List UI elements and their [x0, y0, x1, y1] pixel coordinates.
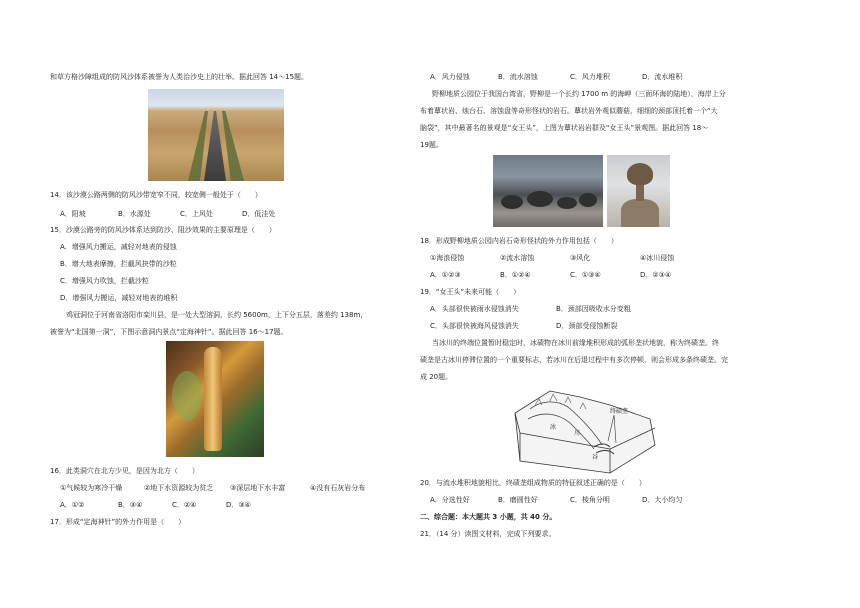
q14-option-d[interactable]: D．低洼处 — [242, 210, 276, 218]
q14-option-b[interactable]: B．水源处 — [118, 210, 151, 218]
yeliu-line-3: 脑袋”，其中最著名的景观是“女王头”，上图为蕈状岩岩群及“女王头”景观图。据此回答 18～ — [420, 124, 709, 132]
q18-statement-4: ④冰川侵蚀 — [640, 254, 675, 262]
q18-statement-1: ①海浪侵蚀 — [430, 254, 465, 262]
q15-option-a[interactable]: A．增强风力搬运，减轻对地表的侵蚀 — [60, 243, 177, 251]
q16-option-a[interactable]: A．①② — [60, 501, 85, 509]
q14-option-a[interactable]: A．阳坡 — [60, 210, 86, 218]
queens-head-photo — [607, 155, 670, 227]
q18-option-d[interactable]: D．②③④ — [640, 271, 672, 279]
question-19: 19．“女王头”未来可能（ ） — [420, 288, 521, 296]
q16-statement-1: ①气候较为寒冷干燥 — [60, 484, 123, 492]
mushroom-rocks-photo — [493, 155, 603, 227]
q20-option-a[interactable]: A．分选性好 — [430, 496, 470, 504]
cave-stalagmite-photo — [166, 341, 264, 457]
ice-label: 冰 — [550, 424, 557, 431]
q20-option-b[interactable]: B．磨圆性好 — [498, 496, 538, 504]
yeliu-line-2: 布着蕈状岩、烛台石、溶蚀盘等奇形怪状的岩石。蕈状岩外观似蘑菇，细细的颈部顶托着一个“大 — [420, 107, 718, 115]
q19-option-b[interactable]: B．颈部因吸收水分变粗 — [556, 305, 631, 313]
valley-label: 谷 — [592, 454, 599, 461]
section-2-heading: 二、综合题：本大题共 3 小题，共 40 分。 — [420, 513, 557, 521]
cave-intro-line-2: 被誉为“北国第一洞”，下图示意洞内景点“定海神针”。据此回答 16～17题。 — [50, 328, 288, 336]
q16-option-d[interactable]: D．③④ — [226, 501, 251, 509]
q18-option-a[interactable]: A．①②③ — [430, 271, 461, 279]
q19-option-d[interactable]: D．颈部受侵蚀断裂 — [556, 322, 618, 330]
q18-option-c[interactable]: C．①③④ — [570, 271, 601, 279]
glacier-line-1: 当冰川的终端位置暂时稳定时，冰碛物在冰川前缘堆积形成的弧形垄状地貌，称为终碛垄。终 — [432, 339, 719, 347]
glacier-line-3: 成 20题。 — [420, 373, 453, 381]
q17-option-b[interactable]: B．流水溶蚀 — [498, 73, 538, 81]
q17-option-a[interactable]: A．风力侵蚀 — [430, 73, 470, 81]
q18-statement-2: ②流水溶蚀 — [500, 254, 535, 262]
glacier-line-2: 碛垄是古冰川停滞位置的一个重要标志，若冰川在后退过程中有多次停顿，则会形成多条终碛垄。完 — [420, 356, 728, 364]
question-16: 16．此类洞穴在北方少见，是因为北方（ ） — [50, 467, 199, 475]
q17-option-c[interactable]: C．风力堆积 — [570, 73, 610, 81]
question-21: 21．（14 分）读图文材料，完成下列要求。 — [420, 530, 556, 538]
q15-option-d[interactable]: D．增强风力搬运，减轻对地表的堆积 — [60, 294, 178, 302]
question-20: 20．与流水堆积地貌相比，终碛垄组成物质的特征叙述正确的是（ ） — [420, 479, 646, 487]
q19-option-c[interactable]: C．头部很快被海风侵蚀消失 — [430, 322, 519, 330]
q16-statement-2: ②地下水资源较为贫乏 — [144, 484, 214, 492]
intro-line: 和草方格沙障组成的防风沙体系被誉为人类治沙史上的壮举。据此回答 14～15题。 — [50, 73, 309, 81]
desert-road-photo — [148, 89, 284, 181]
yeliu-line-4: 19题。 — [420, 141, 443, 149]
yeliu-line-1: 野柳地质公园位于我国台湾省，野柳是一个长约 1700 m 的海岬（三面环海的陆地），海岸上分 — [432, 90, 726, 98]
q18-option-b[interactable]: B．①②④ — [500, 271, 531, 279]
q16-option-b[interactable]: B．③④ — [118, 501, 143, 509]
question-15: 15．沙漠公路旁的防风沙体系达到防沙、阻沙效果的主要原理是（ ） — [50, 226, 276, 234]
q14-option-c[interactable]: C．上风处 — [180, 210, 213, 218]
question-18: 18．形成野柳地质公园内岩石奇形怪状的外力作用包括（ ） — [420, 237, 618, 245]
question-17: 17．形成“定海神针”的外力作用是（ ） — [50, 518, 186, 526]
q15-option-c[interactable]: C．增强风力吹蚀，拦截沙粒 — [60, 277, 149, 285]
moraine-label: 终碛垄 — [610, 408, 629, 415]
q16-statement-3: ③深层地下水丰富 — [230, 484, 286, 492]
q20-option-c[interactable]: C．棱角分明 — [570, 496, 610, 504]
q18-statement-3: ③风化 — [570, 254, 591, 262]
q19-option-a[interactable]: A．头部很快被雨水侵蚀消失 — [430, 305, 519, 313]
q20-option-d[interactable]: D．大小均匀 — [642, 496, 683, 504]
q17-option-d[interactable]: D．流水堆积 — [642, 73, 683, 81]
river-label: 川 — [574, 430, 581, 437]
q16-statement-4: ④没有石灰岩分布 — [310, 484, 366, 492]
question-14: 14．该沙漠公路两侧的防风沙带宽窄不同，较宽侧一般处于（ ） — [50, 191, 262, 199]
q16-option-c[interactable]: C．②④ — [172, 501, 197, 509]
q15-option-b[interactable]: B．增大地表摩擦，拦截风抉带的沙粒 — [60, 260, 177, 268]
terminal-moraine-diagram — [510, 383, 660, 475]
cave-intro-line-1: 鸡冠洞位于河南省洛阳市栾川县，是一处大型溶洞，长约 5600m，上下分五层，落差约 138m， — [66, 311, 368, 319]
